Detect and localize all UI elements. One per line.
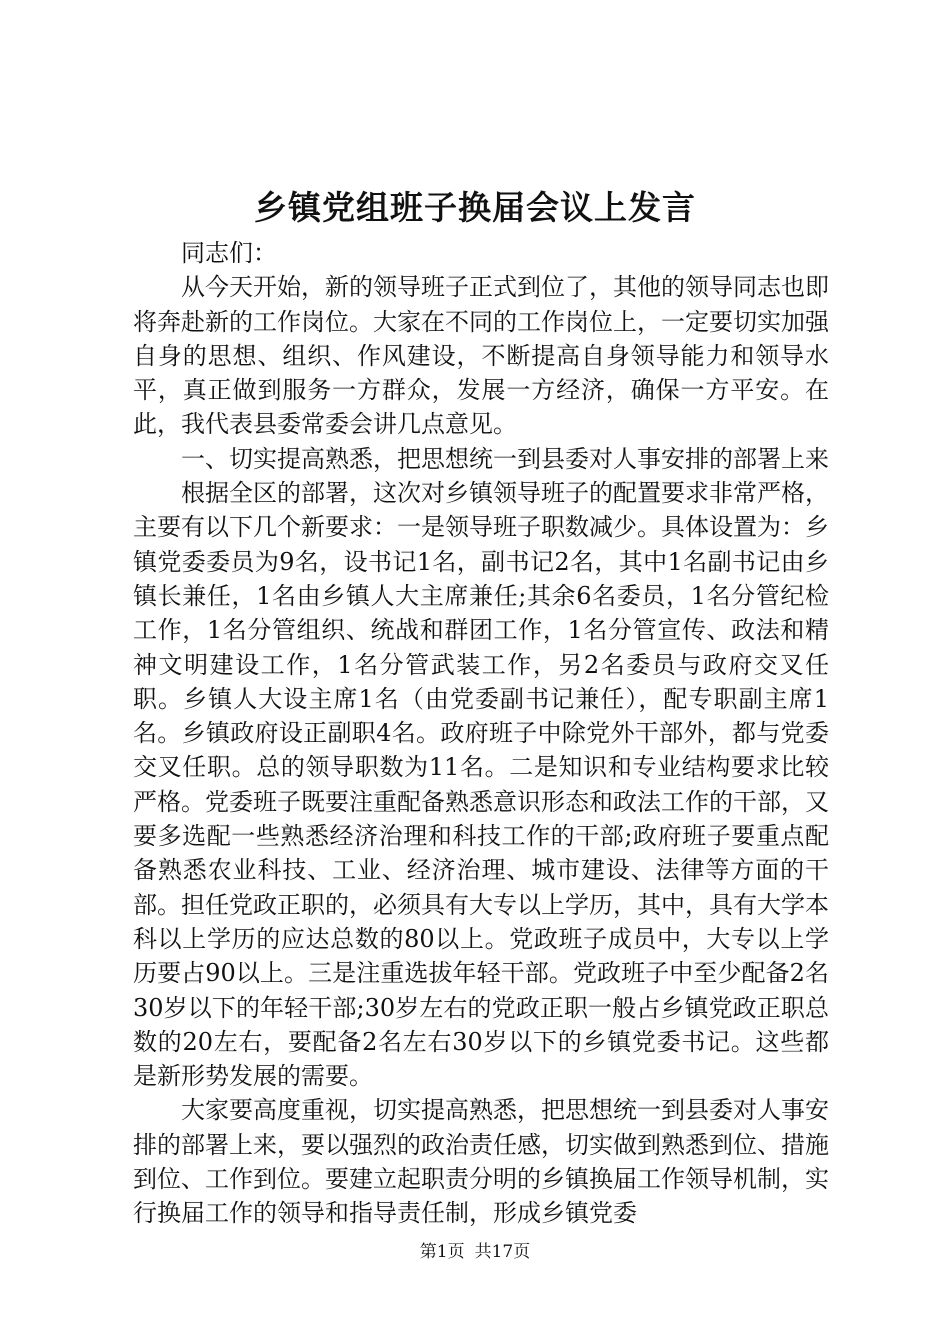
paragraph-requirements: 根据全区的部署，这次对乡镇领导班子的配置要求非常严格，主要有以下几个新要求：一是领导班子职数减少。具体设置为：乡镇党委委员为9名，设书记1名，副书记2名，其中1名副书记由乡镇长兼任，1名由乡镇人大主席兼任;其余6名委员，1名分管纪检工作，1名分管组织、统战和群团工作，1名分管宣传、政法和精神文明建设工作，1名分管武装工作，另2名委员与政府交叉任职。乡镇人大设主席1名（由党委副书记兼任），配专职副主席1名。乡镇政府设正副职4名。政府班子中除党外干部外，都与党委交叉任职。总的领导职数为11名。二是知识和专业结构要求比较严格。党委班子既要注重配备熟悉意识形态和政法工作的干部，又要多选配一些熟悉经济治理和科技工作的干部;政府班子要重点配备熟悉农业科技、工业、经济治理、城市建设、法律等方面的干部。担任党政正职的，必须具有大专以上学历，其中，具有大学本科以上学历的应达总数的80以上。党政班子成员中，大专以上学历要占90以上。三是注重选拔年轻干部。党政班子中至少配备2名30岁以下的年轻干部;30岁左右的党政正职一般占乡镇党政正职总数的20左右，要配备2名左右30岁以下的乡镇党委书记。这些都是新形势发展的需要。 [133, 479, 829, 1091]
document-title: 乡镇党组班子换届会议上发言 [254, 188, 696, 227]
section-heading-1: 一、切实提高熟悉，把思想统一到县委对人事安排的部署上来 [181, 444, 829, 473]
page-footer [0, 1238, 950, 1266]
document-body [133, 236, 829, 1231]
paragraph-attention: 大家要高度重视，切实提高熟悉，把思想统一到县委对人事安排的部署上来，要以强烈的政治责任感，切实做到熟悉到位、措施到位、工作到位。要建立起职责分明的乡镇换届工作领导机制，实行换届工作的领导和指导责任制，形成乡镇党委 [133, 1096, 829, 1228]
page-total: 共17页 [474, 1242, 531, 1262]
page-number: 第1页 [419, 1242, 465, 1262]
salutation: 同志们： [181, 239, 277, 267]
paragraph-intro: 从今天开始，新的领导班子正式到位了，其他的领导同志也即将奔赴新的工作岗位。大家在不同的工作岗位上，一定要切实加强自身的思想、组织、作风建设，不断提高自身领导能力和领导水平，真正做到服务一方群众，发展一方经济，确保一方平安。在此，我代表县委常委会讲几点意见。 [133, 273, 829, 439]
